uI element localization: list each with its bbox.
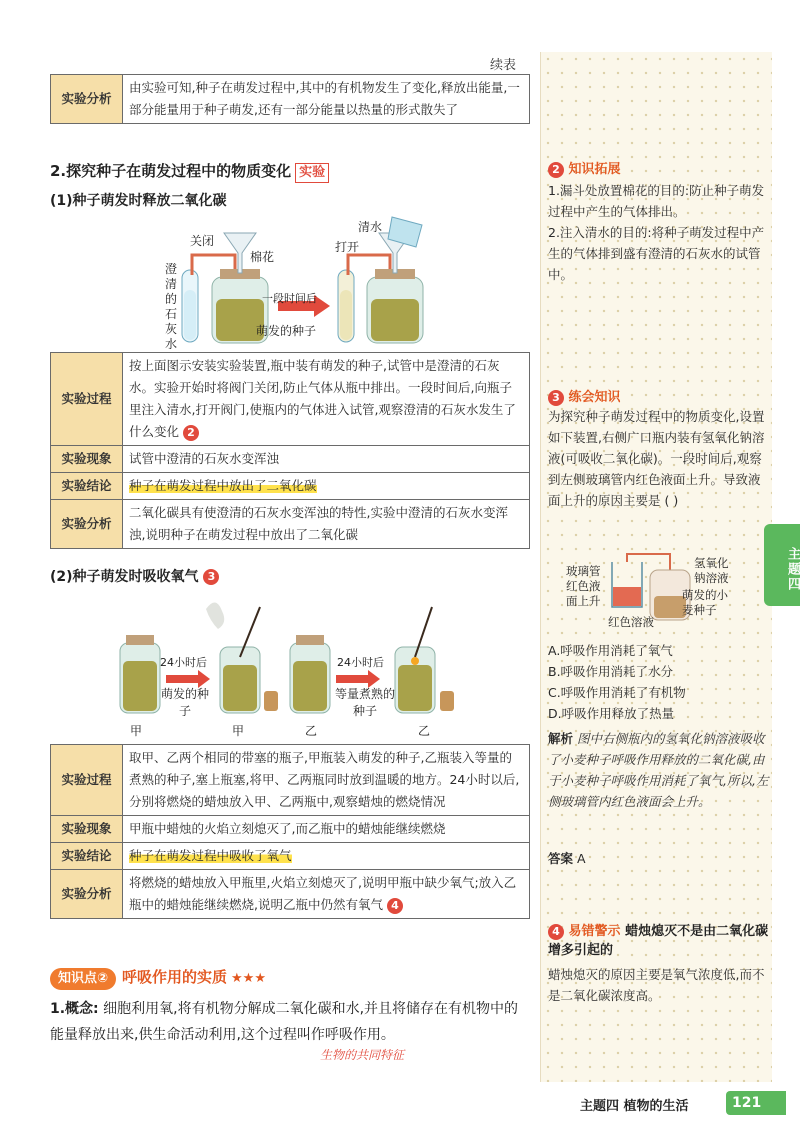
page-footer (540, 1088, 800, 1118)
cork-yi-1 (296, 635, 324, 645)
side-heading-4-text: 易错警示 (568, 924, 621, 939)
arrow-body-2 (336, 675, 368, 683)
label-close: 关闭 (190, 234, 215, 248)
side-analysis (548, 728, 770, 812)
label-tube (566, 564, 610, 609)
cork-removed-yi (440, 691, 454, 711)
side-heading-3 (548, 386, 621, 406)
table-o2 (50, 744, 530, 919)
highlighted-conclusion: 种子在萌发过程中放出了二氧化碳 (129, 478, 317, 493)
row-text (123, 353, 530, 446)
list-item: 2.注入清水的目的:将种子萌发过程中产生的气体排到盛有澄清的石灰水的试管中。 (548, 225, 765, 282)
table-row (51, 500, 530, 549)
table-row (51, 870, 530, 919)
label-jia-1: 甲 (130, 724, 143, 738)
row-text (123, 843, 530, 870)
note-mark: 2 (548, 162, 564, 178)
red-solution (613, 587, 641, 606)
label-wheat: 萌发的小麦种子 (682, 588, 728, 617)
seeds-jia-2 (223, 665, 257, 711)
table-row (51, 75, 530, 124)
subsection-2-title (50, 566, 219, 586)
table-row (51, 353, 530, 446)
row-text (123, 473, 530, 500)
star-rating: ★★★ (231, 971, 266, 986)
row-label: 实验现象 (51, 446, 123, 473)
note-mark: 3 (548, 390, 564, 406)
label-water: 清水 (358, 220, 383, 234)
label-limewater: 澄清的石灰水 (165, 262, 178, 351)
answer-label: 答案 (548, 851, 574, 866)
label-cotton: 棉花 (250, 250, 275, 264)
label-red-solution: 红色溶液 (608, 615, 654, 629)
table-row (51, 745, 530, 816)
row-text: 二氧化碳具有使澄清的石灰水变浑浊的特性,实验中澄清的石灰水变浑浊,说明种子在萌发过程中放出了二氧化碳 (123, 500, 530, 549)
concept-text: 细胞利用氧,将有机物分解成二氧化碳和水,并且将储存在有机物中的能量释放出来,供生命活动利用,这个过程叫作呼吸作用。 (50, 1001, 519, 1043)
option-b[interactable]: B.呼吸作用消耗了水分 (548, 664, 674, 679)
seeds-yi-2 (398, 665, 432, 711)
side-heading-2-text: 知识拓展 (568, 162, 621, 177)
row-text: 试管中澄清的石灰水变浑浊 (123, 446, 530, 473)
note-mark[interactable]: 2 (183, 425, 199, 441)
flame-icon (411, 657, 419, 665)
option-c[interactable]: C.呼吸作用消耗了有机物 (548, 685, 686, 700)
table-row (51, 816, 530, 843)
side-heading-4 (548, 922, 770, 960)
analysis-label: 解析 (548, 731, 574, 746)
section-heading (50, 160, 329, 183)
row-label: 实验过程 (51, 745, 123, 816)
row-text-body: 将燃烧的蜡烛放入甲瓶里,火焰立刻熄灭了,说明甲瓶中缺少氧气;放入乙瓶中的蜡烛能继续燃烧,说明乙瓶中仍然有氧气 (129, 875, 517, 912)
seeds-jia-1 (123, 661, 157, 711)
label-sprouting-seeds: 萌发的种子 (256, 324, 317, 338)
side-heading-3-text: 练会知识 (568, 390, 621, 405)
label-24h-2: 24小时后 (337, 656, 384, 669)
table-row (51, 473, 530, 500)
seeds-right (371, 299, 419, 341)
side-options (548, 640, 770, 724)
subsection-1-title: (1)种子萌发时释放二氧化碳 (50, 193, 227, 209)
option-a[interactable]: A.呼吸作用消耗了氧气 (548, 643, 673, 658)
handwritten-annotation: 生物的共同特征 (320, 1048, 405, 1062)
side-list-2 (548, 180, 770, 285)
connecting-pipe (627, 554, 670, 570)
knowledge-point-pill: 知识点② (50, 968, 116, 990)
arrow-body-1 (166, 675, 198, 683)
analysis-text: 图中右侧瓶内的氢氧化钠溶液吸收了小麦种子呼吸作用释放的二氧化碳,由于小麦种子呼吸作用消耗了氧气,所以,左侧玻璃管内红色液面会上升。 (548, 731, 769, 809)
row-text: 甲瓶中蜡烛的火焰立刻熄灭了,而乙瓶中的蜡烛能继续燃烧 (123, 816, 530, 843)
table-co2 (50, 352, 530, 549)
label-jia-2: 甲 (232, 724, 245, 738)
knowledge-point-title: 呼吸作用的实质 (122, 968, 228, 986)
label-tube-text: 玻璃管 (566, 564, 601, 578)
row-label: 实验结论 (51, 843, 123, 870)
pitfall-heading: 蜡烛熄灭不是由二氧化碳增多引起的 (548, 924, 769, 958)
option-d[interactable]: D.呼吸作用释放了热量 (548, 706, 675, 721)
limewater (184, 290, 196, 340)
page-number: 121 (726, 1091, 786, 1115)
pitfall-text: 蜡烛熄灭的原因主要是氧气浓度低,而不是二氧化碳浓度高。 (548, 967, 765, 1003)
label-red-rise: 红色液面上升 (566, 579, 601, 608)
label-open: 打开 (335, 240, 360, 254)
continue-label: 续表 (490, 58, 517, 73)
row-label: 实验现象 (51, 816, 123, 843)
note-mark: 4 (548, 924, 564, 940)
side-heading-2 (548, 158, 621, 178)
row-text: 取甲、乙两个相同的带塞的瓶子,甲瓶装入萌发的种子,乙瓶装入等量的煮熟的种子,塞上瓶塞,将甲、乙两瓶同时放到温暖的地方。24小时以后,分别将燃烧的蜡烛放入甲、乙两瓶中,观察蜡烛的燃烧情况 (123, 745, 530, 816)
table-row (51, 446, 530, 473)
label-after-time: 一段时间后 (262, 292, 317, 305)
knowledge-point-banner (50, 966, 266, 988)
note-mark[interactable]: 3 (203, 569, 219, 585)
label-sprouting: 萌发的种子 (160, 687, 209, 718)
row-label: 实验结论 (51, 473, 123, 500)
subsection-2-text: (2)种子萌发时吸收氧气 (50, 569, 199, 585)
footer-label: 主题四 植物的生活 (580, 1099, 689, 1114)
table-continued (50, 74, 530, 124)
cork-removed-jia (264, 691, 278, 711)
row-label: 实验分析 (51, 870, 123, 919)
cork-jia-1 (126, 635, 154, 645)
answer-value: A (577, 851, 586, 866)
cloudy-limewater (340, 290, 352, 340)
experiment-tag: 实验 (295, 163, 329, 183)
label-naoh: 氢氧化钠溶液 (694, 556, 729, 585)
seeds-yi-1 (293, 661, 327, 711)
row-label: 实验分析 (51, 500, 123, 549)
row-label: 实验过程 (51, 353, 123, 446)
concept-paragraph (50, 996, 530, 1048)
label-yi-1: 乙 (305, 724, 318, 738)
label-24h-1: 24小时后 (160, 656, 207, 669)
side-answer (548, 848, 770, 869)
section-title: 2.探究种子在萌发过程中的物质变化 (50, 162, 292, 180)
row-text: 由实验可知,种子在萌发过程中,其中的有机物发生了变化,释放出能量,一部分能量用于种子萌发,还有一部分能量以热量的形式散失了 (123, 75, 530, 124)
highlighted-conclusion: 种子在萌发过程中吸收了氧气 (129, 848, 292, 863)
table-row (51, 843, 530, 870)
side-question: 为探究种子萌发过程中的物质变化,设置如下装置,右侧广口瓶内装有氢氧化钠溶液(可吸收二氧化碳)。一段时间后,观察到左侧玻璃管内红色液面上升。导致液面上升的原因主要是 ( ) (548, 409, 765, 508)
row-text (123, 870, 530, 919)
smoke-icon (206, 602, 224, 629)
row-label: 实验分析 (51, 75, 123, 124)
row-text-body: 按上面图示安装实验装置,瓶中装有萌发的种子,试管中是澄清的石灰水。实验开始时将阀门关闭,防止气体从瓶中排出。一段时间后,向瓶子里注入清水,打开阀门,使瓶内的气体进入试管,观察澄清的石灰水发生了什么变化 (129, 358, 516, 439)
note-mark[interactable]: 4 (387, 898, 403, 914)
list-item: 1.漏斗处放置棉花的目的:防止种子萌发过程中产生的气体排出。 (548, 183, 765, 219)
concept-label: 1.概念: (50, 1001, 99, 1017)
topic-tab[interactable]: 主题四 (764, 524, 800, 606)
label-boiled: 等量煮熟的种子 (335, 687, 396, 718)
label-yi-2: 乙 (418, 724, 431, 738)
